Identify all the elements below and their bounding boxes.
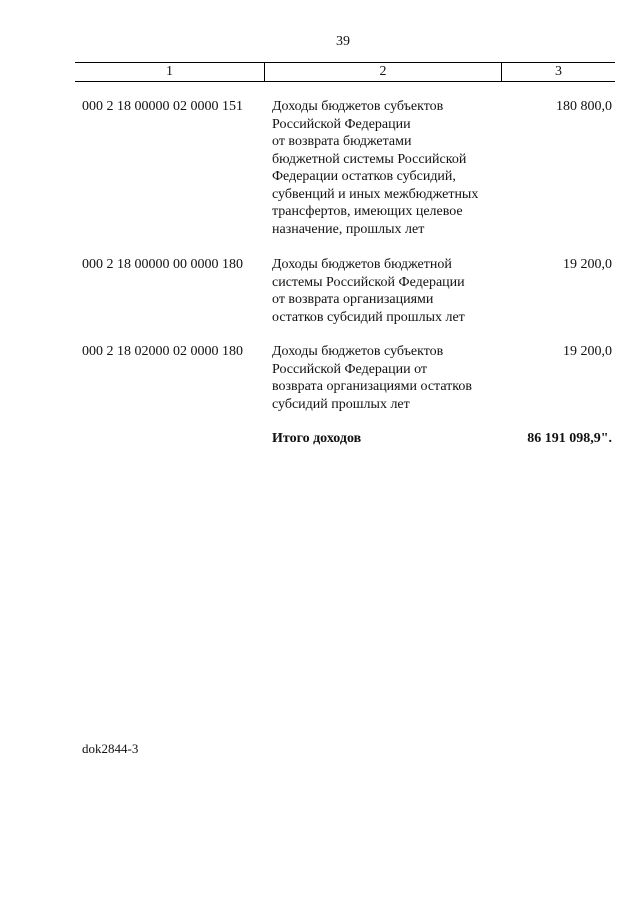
description-line: системы Российской Федерации xyxy=(272,274,465,290)
description-line: трансфертов, имеющих целевое xyxy=(272,204,463,219)
row-amount: 19 200,0 xyxy=(563,257,612,272)
description-line: субсидий прошлых лет xyxy=(272,396,410,412)
description-line: Федерации остатков субсидий, xyxy=(272,169,456,184)
total-label: Итого доходов xyxy=(272,431,362,446)
description-line: от возврата бюджетами xyxy=(272,134,412,149)
description-line: назначение, прошлых лет xyxy=(272,221,425,237)
budget-code: 000 2 18 00000 02 0000 151 xyxy=(82,99,243,114)
description-line: от возврата организациями xyxy=(272,292,434,307)
document-id: dok2844-3 xyxy=(82,741,139,756)
description-line: остатков субсидий прошлых лет xyxy=(272,309,465,325)
total-amount: 86 191 098,9". xyxy=(527,431,612,446)
description-line: Доходы бюджетов субъектов xyxy=(272,344,444,359)
row-description xyxy=(272,343,512,413)
row-amount: 180 800,0 xyxy=(556,99,612,114)
description-line: Доходы бюджетов бюджетной xyxy=(272,257,452,272)
row-description xyxy=(272,256,512,326)
row-amount: 19 200,0 xyxy=(563,344,612,359)
description-line: Российской Федерации от xyxy=(272,361,428,377)
column-header-3: 3 xyxy=(555,64,562,79)
column-header-row xyxy=(75,62,615,82)
description-line: Доходы бюджетов субъектов xyxy=(272,99,444,114)
description-line: Российской Федерации xyxy=(272,116,411,132)
row-description xyxy=(272,98,512,238)
page-number: 39 xyxy=(336,34,350,49)
budget-code: 000 2 18 00000 00 0000 180 xyxy=(82,257,243,272)
description-line: возврата организациями остатков xyxy=(272,379,472,394)
column-header-1: 1 xyxy=(75,63,265,81)
description-line: бюджетной системы Российской xyxy=(272,151,467,167)
description-line: субвенций и иных межбюджетных xyxy=(272,186,479,202)
column-header-2: 2 xyxy=(265,63,502,81)
budget-code: 000 2 18 02000 02 0000 180 xyxy=(82,344,243,359)
